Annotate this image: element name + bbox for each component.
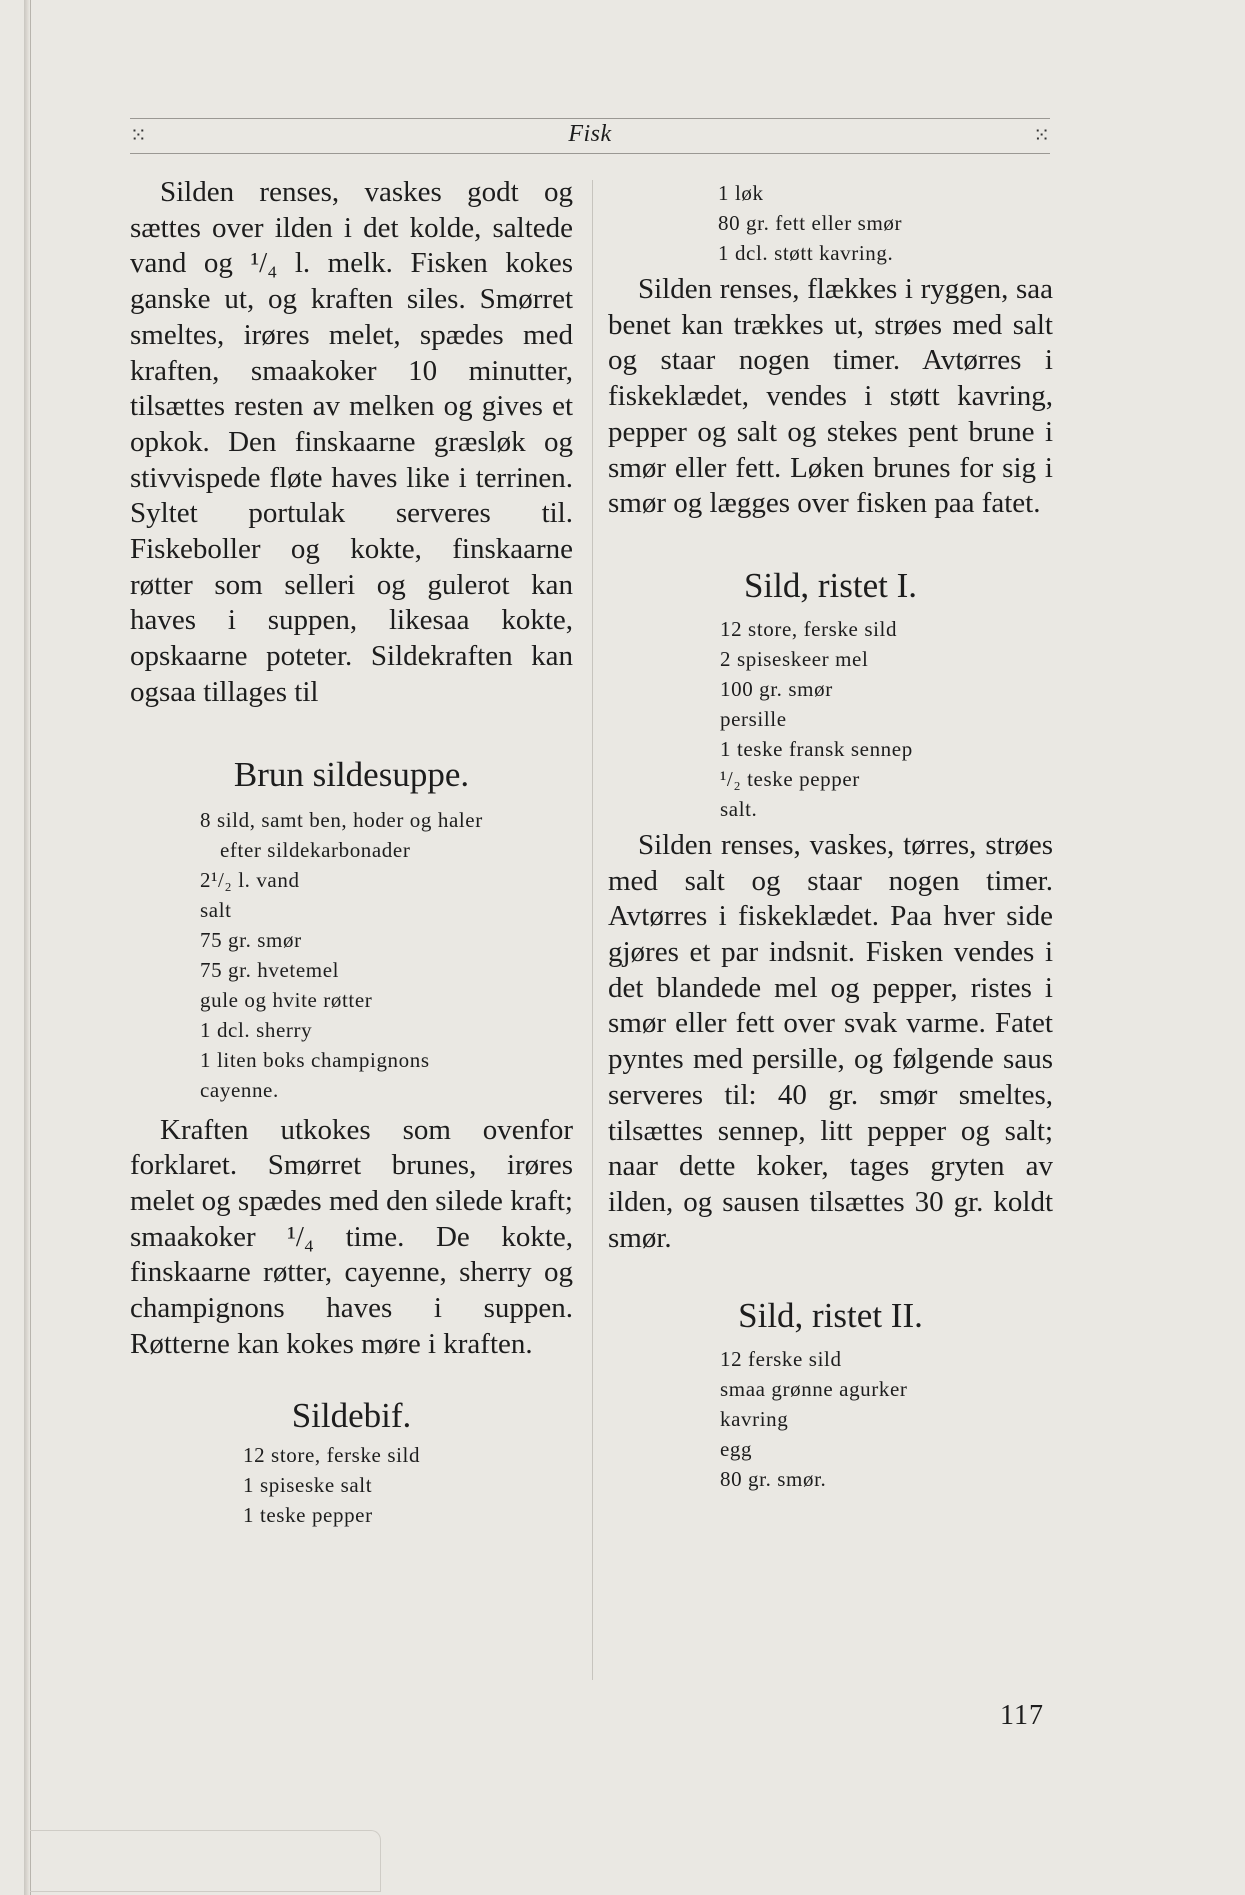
ingredient-item: 75 gr. hvetemel xyxy=(200,957,340,982)
running-header xyxy=(130,118,1050,154)
ingredient-item: persille xyxy=(720,706,787,731)
ingredient-item: ¹/₂ teske pepper xyxy=(720,766,860,791)
page-edge-mark xyxy=(30,1830,381,1892)
left-column xyxy=(130,175,573,1530)
ingredient-item: 80 gr. fett eller smør xyxy=(718,211,903,235)
ingredient-list-ristet-2 xyxy=(608,1344,1053,1494)
ingredient-item: 1 teske fransk sennep xyxy=(720,736,913,761)
ingredient-item: gule og hvite røtter xyxy=(200,987,373,1012)
ingredient-list-sildebif xyxy=(130,1440,573,1530)
ingredient-item: 12 store, ferske sild xyxy=(243,1443,421,1468)
right-column xyxy=(608,178,1053,1494)
header-ornament-left: ⁙ xyxy=(130,123,147,147)
ingredient-item: salt. xyxy=(720,796,758,821)
header-title: Fisk xyxy=(568,121,612,147)
ristet-1-paragraph: Silden renses, vaskes, tørres, strøes med salt og staar nogen timer. Avtørres i fiskeklædet. Paa hver side gjøres et par indsnit. Fisken vendes i det blandede mel og pepper, ristes i smør eller fett over svak varme. Fatet pyntes med persille, og følgende saus serveres til: 40 gr. smør smeltes, tilsættes sennep, litt pepper og salt; naar dette koker, tages gryten av ilden, og sausen tilsættes 30 gr. koldt smør. xyxy=(608,828,1053,1254)
ingredient-item: 12 store, ferske sild xyxy=(720,616,898,641)
ingredient-item: 75 gr. smør xyxy=(200,927,302,952)
ingredient-item: 80 gr. smør. xyxy=(720,1467,827,1492)
ingredient-item: cayenne. xyxy=(200,1077,279,1102)
ingredient-list-ristet-1 xyxy=(608,614,1053,824)
sildebif-paragraph: Silden renses, flækkes i ryggen, saa benet kan trækkes ut, strøes med salt og staar nogen timer. Avtørres i fiskeklædet, vendes i støtt kavring, pepper og salt og stekes pent brune i smør eller fett. Løken brunes for sig i smør og lægges over fisken paa fatet. xyxy=(608,273,1053,520)
spine-edge xyxy=(30,0,31,1895)
ingredient-item: smaa grønne agurker xyxy=(720,1377,908,1402)
ingredient-item: 1 dcl. sherry xyxy=(200,1017,313,1042)
ingredient-item: salt xyxy=(200,897,232,922)
ingredient-list-sildebif-cont xyxy=(608,178,1053,268)
ingredient-item: efter sildekarbonader xyxy=(220,837,411,862)
section-title-sildebif: Sildebif. xyxy=(291,1396,412,1436)
ingredient-item: 8 sild, samt ben, hoder og haler xyxy=(200,807,483,832)
ingredient-item: 2 spiseskeer mel xyxy=(720,646,869,671)
ingredient-item: egg xyxy=(720,1437,753,1462)
intro-paragraph: Silden renses, vaskes godt og sættes over ilden i det kolde, saltede vand og ¹/₄ l. melk. Fisken kokes ganske ut, og kraften siles. Smørret smeltes, irøres melet, spædes med kraften, smaakoker 10 minutter, tilsættes resten av melken og gives et opkok. Den finskaarne græsløk og stivvispede fløte haves like i terrinen. Syltet portulak serveres til. Fiskeboller og kokte, finskaarne røtter som selleri og gulerot kan haves i suppen, likesaa kokte, opskaarne poteter. Sildekraften kan ogsaa tillages til xyxy=(130,176,573,708)
section-title-sild-ristet-1: Sild, ristet I. xyxy=(743,565,918,605)
ingredient-item: 12 ferske sild xyxy=(720,1347,842,1372)
section-title-sild-ristet-2: Sild, ristet II. xyxy=(738,1296,923,1336)
ingredient-item: 1 spiseske salt xyxy=(243,1473,373,1498)
page-number: 117 xyxy=(1000,1700,1044,1731)
ingredient-item: 1 løk xyxy=(718,181,764,205)
ingredient-item: 1 teske pepper xyxy=(243,1503,373,1528)
header-ornament-right: ⁙ xyxy=(1033,123,1050,147)
column-divider xyxy=(592,180,593,1680)
ingredient-item: kavring xyxy=(720,1407,789,1432)
brun-paragraph: Kraften utkokes som ovenfor forklaret. Smørret brunes, irøres melet og spædes med den silede kraft; smaakoker ¹/₄ time. De kokte, finskaarne røtter, cayenne, sherry og champignons haves i suppen. Røtterne kan kokes møre i kraften. xyxy=(130,1113,573,1360)
section-title-brun-sildesuppe: Brun sildesuppe. xyxy=(233,754,470,794)
ingredient-list-brun xyxy=(130,805,573,1105)
ingredient-item: 1 liten boks champignons xyxy=(200,1047,430,1072)
ingredient-item: 100 gr. smør xyxy=(720,676,833,701)
ingredient-item: 2¹/₂ l. vand xyxy=(200,867,300,892)
ingredient-item: 1 dcl. støtt kavring. xyxy=(718,241,894,265)
